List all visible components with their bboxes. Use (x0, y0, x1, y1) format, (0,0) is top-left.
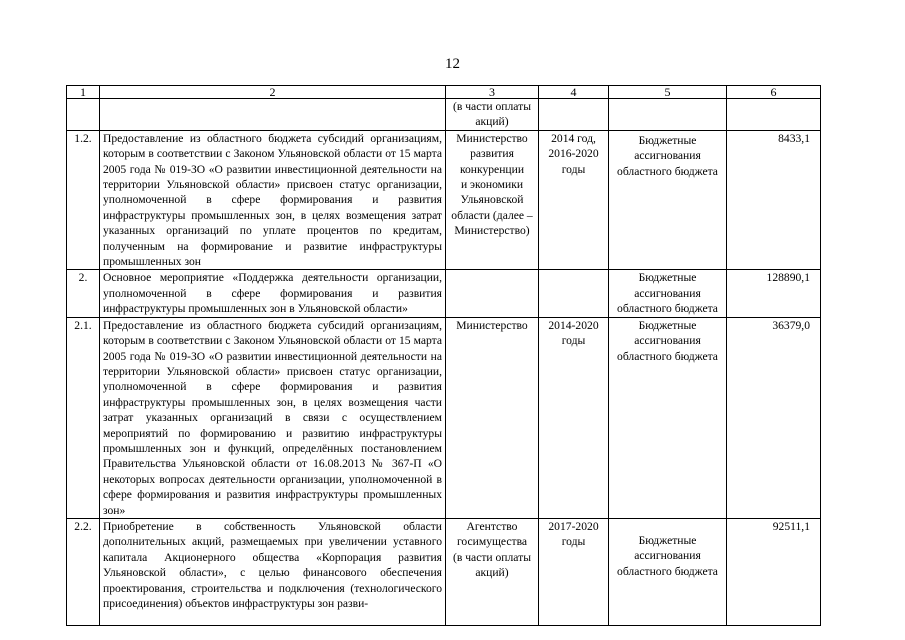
table-row (67, 99, 821, 131)
row-funding-source: Бюджетные ассигнования областного бюджета (609, 130, 727, 270)
row-responsible: Министерство развития конкуренции и экономики Ульяновской области (далее – Министерство) (446, 130, 539, 270)
row-period: 2014-2020 годы (539, 317, 609, 518)
row-amount (727, 99, 821, 131)
row-period (539, 99, 609, 131)
row-number (67, 99, 100, 131)
row-responsible: Агентство госимущества (в части оплаты акций) (446, 518, 539, 625)
column-number: 1 (67, 86, 100, 99)
row-funding-source: Бюджетные ассигнования областного бюджета (609, 518, 727, 625)
table-row (67, 130, 821, 270)
row-amount: 8433,1 (727, 130, 821, 270)
row-period: 2014 год, 2016-2020 годы (539, 130, 609, 270)
row-responsible: Министерство (446, 317, 539, 518)
column-number: 4 (539, 86, 609, 99)
table-row (67, 317, 821, 518)
row-responsible (446, 270, 539, 317)
row-funding-source: Бюджетные ассигнования областного бюджета (609, 317, 727, 518)
row-description: Приобретение в собственность Ульяновской области дополнительных акций, размещаемых при увеличении уставного капитала Акционерного общества «Корпорация развития Ульяновской области», с целью финансового обеспечения проектирования, строительства и подключения (технологического присоединения) объектов инфраструктуры зон разви- (100, 518, 446, 625)
table-row (67, 270, 821, 317)
program-table (66, 85, 821, 626)
column-number: 3 (446, 86, 539, 99)
row-number: 2.2. (67, 518, 100, 625)
row-funding-source: Бюджетные ассигнования областного бюджета (609, 270, 727, 317)
row-funding-source (609, 99, 727, 131)
row-amount: 36379,0 (727, 317, 821, 518)
column-number: 5 (609, 86, 727, 99)
row-description (100, 99, 446, 131)
column-number: 6 (727, 86, 821, 99)
row-description: Предоставление из областного бюджета субсидий организациям, которым в соответствии с Законом Ульяновской области от 15 марта 2005 года № 019-ЗО «О развитии инвестиционной деятельности на территории Ульяновской области» присвоен статус организации, уполномоченной в сфере формирования и развития инфраструктуры промышленных зон, в целях возмещения части затрат указанных организаций в связи с осуществлением мероприятий по формированию и развитию инфраструктуры промышленных зон и функций, определённых постановлением Правительства Ульяновской области от 16.08.2013 № 367-П «О некоторых вопросах деятельности организации, уполномоченной в сфере формирования и развития инфраструктуры промышленных зон» (100, 317, 446, 518)
row-period: 2017-2020 годы (539, 518, 609, 625)
row-period (539, 270, 609, 317)
row-amount: 92511,1 (727, 518, 821, 625)
row-number: 2.1. (67, 317, 100, 518)
row-number: 1.2. (67, 130, 100, 270)
row-amount: 128890,1 (727, 270, 821, 317)
column-number-row (67, 86, 821, 99)
page-number: 12 (445, 56, 460, 72)
table-row (67, 518, 821, 625)
column-number: 2 (100, 86, 446, 99)
row-number: 2. (67, 270, 100, 317)
row-description: Основное мероприятие «Поддержка деятельности организации, уполномоченной в сфере формирования и развития инфраструктуры промышленных зон в Ульяновской области» (100, 270, 446, 317)
row-responsible: (в части оплаты акций) (446, 99, 539, 131)
row-description: Предоставление из областного бюджета субсидий организациям, которым в соответствии с Законом Ульяновской области от 15 марта 2005 года № 019-ЗО «О развитии инвестиционной деятельности на территории Ульяновской области» присвоен статус организации, уполномоченной в сфере формирования и развития инфраструктуры промышленных зон, в целях возмещения затрат указанных организаций по уплате процентов по кредитам, полученным на формирование и развитие инфраструктуры промышленных зон (100, 130, 446, 270)
